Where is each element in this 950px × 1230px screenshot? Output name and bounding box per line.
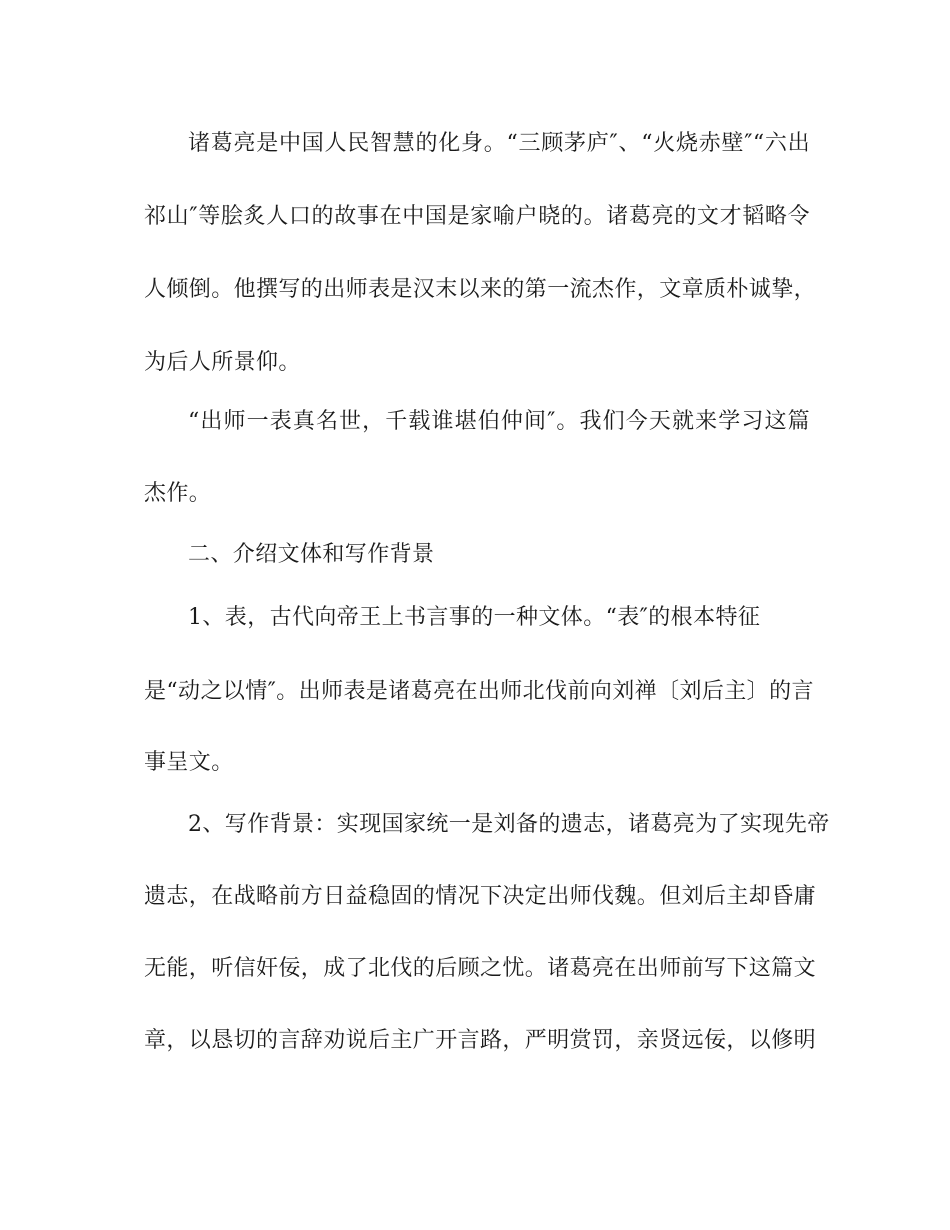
paragraph-2-line-1: “出师一表真名世，千载谁堪伯仲间″。我们今天就来学习这篇	[188, 409, 810, 434]
section-heading: 二、介绍文体和写作背景	[188, 542, 435, 567]
paragraph-4-line-2: 遗志，在战略前方日益稳固的情况下决定出师伐魏。但刘后主却昏庸	[144, 884, 817, 909]
paragraph-3-line-3: 事呈文。	[144, 750, 234, 775]
paragraph-3-line-1: 1、表，古代向帝王上书言事的一种文体。“表″的根本特征	[188, 605, 761, 630]
paragraph-1-line-4: 为后人所景仰。	[144, 350, 301, 375]
paragraph-1-line-3: 人倾倒。他撰写的出师表是汉末以来的第一流杰作，文章质朴诚挚，	[144, 277, 817, 302]
paragraph-4-line-4: 章，以恳切的言辞劝说后主广开言路，严明赏罚，亲贤远佞，以修明	[144, 1028, 817, 1053]
paragraph-1-line-1: 诸葛亮是中国人民智慧的化身。“三顾茅庐″、“火烧赤壁″“六出	[188, 131, 810, 156]
paragraph-2-line-2: 杰作。	[144, 481, 212, 506]
paragraph-1-line-2: 祁山″等脍炙人口的故事在中国是家喻户晓的。诸葛亮的文才韬略令	[144, 204, 810, 229]
paragraph-4-line-3: 无能，听信奸佞，成了北伐的后顾之忧。诸葛亮在出师前写下这篇文	[144, 956, 817, 981]
paragraph-4-line-1: 2、写作背景：实现国家统一是刘备的遗志，诸葛亮为了实现先帝	[188, 812, 830, 837]
paragraph-3-line-2: 是“动之以情″。出师表是诸葛亮在出师北伐前向刘禅〔刘后主〕的言	[144, 679, 814, 704]
